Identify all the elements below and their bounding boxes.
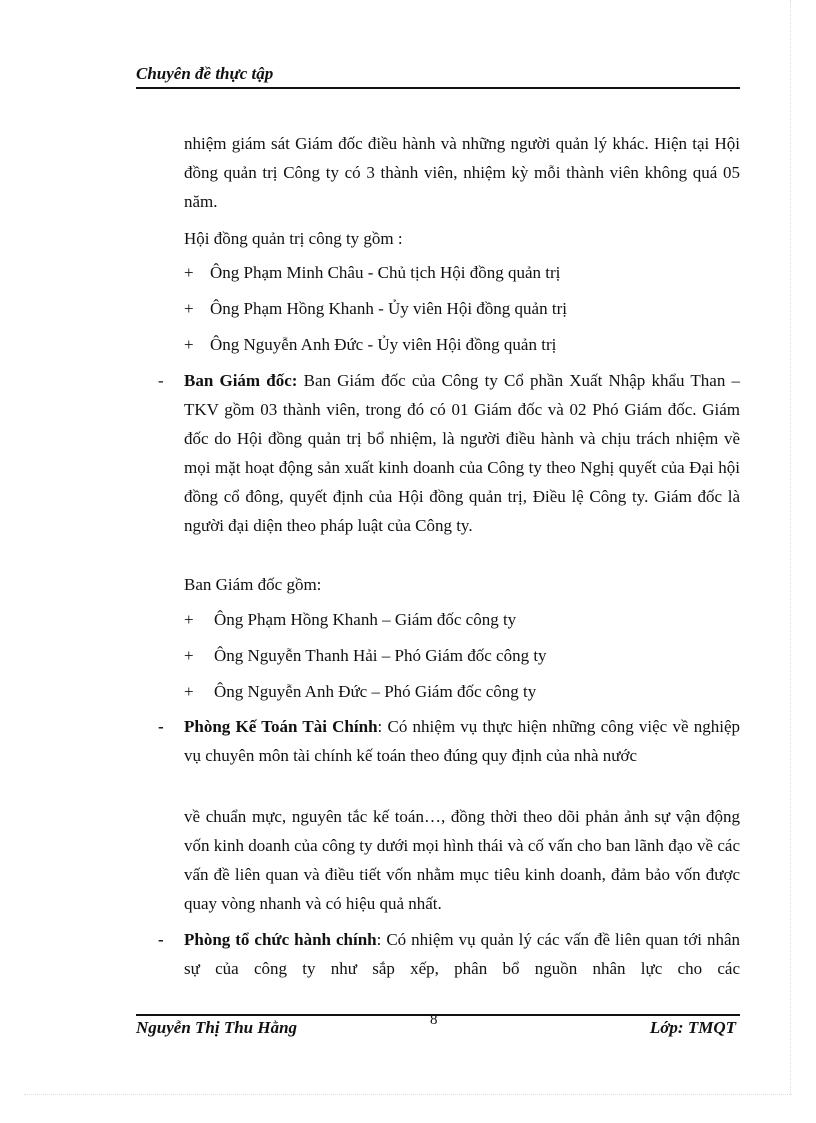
page-number: 8: [430, 1012, 438, 1028]
paragraph-board-duty: nhiệm giám sát Giám đốc điều hành và những người quản lý khác. Hiện tại Hội đồng quản trị Công ty có 3 thành viên, nhiệm kỳ mỗi thành viên không quá 05 năm.: [184, 134, 740, 211]
directors-intro: Ban Giám đốc gồm:: [184, 575, 322, 594]
plus-marker: +: [184, 682, 194, 701]
directors-text: Ban Giám đốc của Công ty Cổ phần Xuất Nhập khẩu Than – TKV gồm 03 thành viên, trong đó có 01 Giám đốc và 02 Phó Giám đốc. Giám đốc do Hội đồng quản trị bổ nhiệm, là người điều hành và chịu trách nhiệm về mọi mặt hoạt động sản xuất kinh doanh của Công ty theo Nghị quyết của Đại hội đồng cổ đông, quyết định của Hội đồng quản trị, Điều lệ Công ty. Giám đốc là người đại diện theo pháp luật của Công ty.: [184, 371, 740, 535]
paragraph-admin: [184, 925, 740, 983]
plus-marker: +: [184, 299, 194, 318]
director-member: Ông Nguyễn Thanh Hải – Phó Giám đốc công ty: [214, 646, 547, 665]
plus-marker: +: [184, 335, 194, 354]
dash-marker: -: [158, 371, 164, 390]
board-member: Ông Nguyễn Anh Đức - Ủy viên Hội đồng quản trị: [210, 335, 557, 354]
director-member: Ông Nguyễn Anh Đức – Phó Giám đốc công ty: [214, 682, 537, 701]
finance-text: : Có nhiệm vụ thực hiện những công việc về nghiệp vụ chuyên môn tài chính kế toán theo đúng quy định của nhà nước: [184, 717, 740, 765]
finance-lead: Phòng Kế Toán Tài Chính: [184, 717, 378, 736]
footer-class: Lớp: TMQT: [649, 1018, 736, 1037]
directors-lead: Ban Giám đốc:: [184, 371, 298, 390]
board-member: Ông Phạm Minh Châu - Chủ tịch Hội đồng quản trị: [210, 263, 561, 282]
plus-marker: +: [184, 263, 194, 282]
dash-marker: -: [158, 930, 164, 949]
paragraph-finance: [184, 712, 740, 770]
page-edge-bottom: [24, 1094, 792, 1095]
header-rule: [136, 87, 740, 89]
footer-author: Nguyễn Thị Thu Hằng: [136, 1018, 298, 1037]
plus-marker: +: [184, 610, 194, 629]
plus-marker: +: [184, 646, 194, 665]
footer-rule: [136, 1014, 740, 1016]
paragraph-finance-continued: về chuẩn mực, nguyên tắc kế toán…, đồng thời theo dõi phản ảnh sự vận động vốn kinh doanh của công ty dưới mọi hình thái và cố vấn cho ban lãnh đạo về các vấn đề liên quan và điều tiết vốn nhằm mục tiêu kinh doanh, đảm bảo vốn được quay vòng nhanh và có hiệu quả nhất.: [184, 807, 740, 913]
board-member: Ông Phạm Hồng Khanh - Ủy viên Hội đồng quản trị: [210, 299, 567, 318]
admin-lead: Phòng tổ chức hành chính: [184, 930, 377, 949]
board-intro: Hội đồng quản trị công ty gồm :: [184, 229, 403, 248]
dash-marker: -: [158, 717, 164, 736]
paragraph-directors: [184, 366, 740, 540]
page-edge-right: [790, 0, 791, 1094]
director-member: Ông Phạm Hồng Khanh – Giám đốc công ty: [214, 610, 517, 629]
admin-text: : Có nhiệm vụ quản lý các vấn đề liên quan tới nhân sự của công ty như sắp xếp, phân bổ nguồn nhân lực cho các: [184, 930, 740, 978]
header-title: Chuyên đề thực tập: [136, 64, 274, 83]
